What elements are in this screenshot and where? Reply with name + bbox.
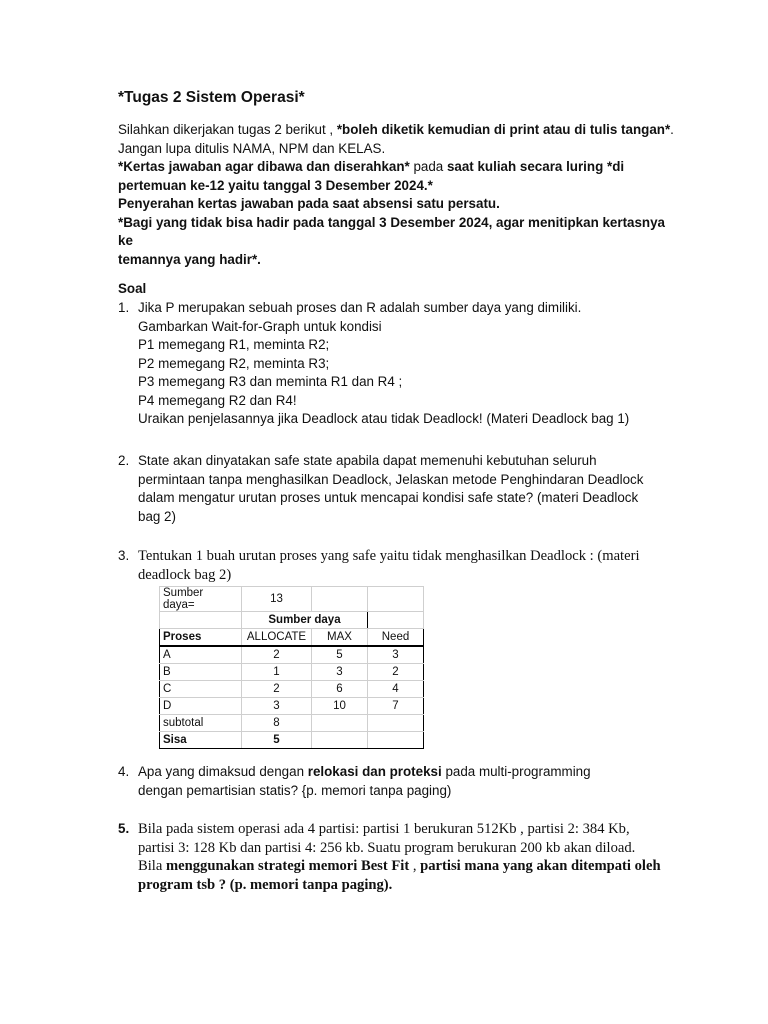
table-cell: 3 <box>312 664 368 681</box>
table-row <box>160 612 424 629</box>
instruction-bold-text: *Bagi yang tidak bisa hadir pada tanggal 3 Desember 2024, agar menitipkan kertasnya ke <box>118 214 665 248</box>
question-4 <box>118 763 658 800</box>
instruction-line <box>118 177 678 196</box>
question-2 <box>118 452 658 526</box>
table-row <box>160 587 424 612</box>
table-cell: 2 <box>242 646 312 664</box>
table-cell: 2 <box>242 681 312 698</box>
table-cell: B <box>160 664 242 681</box>
question-bold-text: partisi mana yang akan ditempati oleh <box>420 858 661 874</box>
question-text: Bila <box>138 858 166 874</box>
question-line: dengan pemartisian statis? {p. memori tanpa paging) <box>138 782 452 798</box>
table-row <box>160 732 424 749</box>
table-cell: 8 <box>242 715 312 732</box>
question-number: 1. <box>118 300 130 315</box>
table-header-row <box>160 629 424 647</box>
instruction-bold-text: pertemuan ke-12 yaitu tanggal 3 Desember 2024.* <box>118 177 433 193</box>
table-cell <box>312 587 368 612</box>
question-line: P4 memegang R2 dan R4! <box>138 392 297 408</box>
instruction-bold-text: *Kertas jawaban agar dibawa dan diserahkan* <box>118 159 410 174</box>
table-cell: A <box>160 646 242 664</box>
question-line: P1 memegang R1, meminta R2; <box>138 337 330 352</box>
table-cell: 13 <box>242 587 312 612</box>
question-line: partisi 3: 128 Kb dan partisi 4: 256 kb. Suatu program berukuran 200 kb akan diload. <box>138 839 636 856</box>
table-cell: 4 <box>368 681 424 698</box>
question-line: Uraikan penjelasannya jika Deadlock atau tidak Deadlock! (Materi Deadlock bag 1) <box>138 411 630 426</box>
instruction-text: . <box>670 122 674 137</box>
table-cell: 10 <box>312 698 368 715</box>
question-5 <box>118 820 661 894</box>
question-number: 5. <box>118 821 130 836</box>
table-row <box>160 664 424 681</box>
question-bold-text: menggunakan strategi memori Best Fit <box>165 858 410 874</box>
question-line <box>138 857 661 876</box>
instruction-line <box>118 195 678 214</box>
table-cell <box>368 732 424 749</box>
instruction-bold-text: saat kuliah secara luring *di <box>446 159 625 174</box>
table-cell: subtotal <box>160 715 242 732</box>
table-row <box>160 681 424 698</box>
question-line <box>138 763 658 782</box>
question-bold-text: program tsb ? (p. memori tanpa paging). <box>138 876 393 893</box>
question-bold-text: relokasi dan proteksi <box>307 764 442 779</box>
instruction-line <box>118 158 678 177</box>
table-cell <box>368 587 424 612</box>
table-cell: 3 <box>368 646 424 664</box>
table-cell: Sisa <box>160 732 242 749</box>
table-cell <box>160 612 242 629</box>
question-line <box>138 876 658 895</box>
table-cell: 6 <box>312 681 368 698</box>
instruction-bold-text: temannya yang hadir*. <box>118 251 261 267</box>
instruction-line: Jangan lupa ditulis NAMA, NPM dan KELAS. <box>118 140 386 156</box>
question-line: bag 2) <box>138 508 176 524</box>
table-cell <box>368 612 424 629</box>
table-cell: 1 <box>242 664 312 681</box>
question-text: pada multi-programming <box>441 764 591 779</box>
question-line: P3 memegang R3 dan meminta R1 dan R4 ; <box>138 374 403 389</box>
table-cell: C <box>160 681 242 698</box>
instruction-text: Silahkan dikerjakan tugas 2 berikut , <box>118 122 337 137</box>
table-cell: 7 <box>368 698 424 715</box>
table-cell: 3 <box>242 698 312 715</box>
question-line: Bila pada sistem operasi ada 4 partisi: partisi 1 berukuran 512Kb , partisi 2: 384 Kb, <box>138 821 630 837</box>
question-body <box>138 299 658 429</box>
question-3 <box>118 547 658 584</box>
instruction-bold-text: *boleh diketik kemudian di print atau di tulis tangan* <box>336 122 671 137</box>
instructions-block <box>118 121 678 269</box>
document-title: *Tugas 2 Sistem Operasi* <box>118 89 305 106</box>
question-body <box>138 452 658 526</box>
question-line: Gambarkan Wait-for-Graph untuk kondisi <box>138 318 382 334</box>
table-header: Need <box>368 629 424 647</box>
table-cell: Sumber daya= <box>160 587 242 612</box>
table-cell: 5 <box>312 646 368 664</box>
table-cell: D <box>160 698 242 715</box>
question-number: 2. <box>118 453 130 468</box>
question-1 <box>118 299 658 429</box>
instruction-line <box>118 121 678 140</box>
question-number: 3. <box>118 548 130 563</box>
table-row <box>160 698 424 715</box>
question-text: Apa yang dimaksud dengan <box>138 764 308 779</box>
question-line: permintaan tanpa menghasilkan Deadlock, Jelaskan metode Penghindaran Deadlock <box>138 471 644 487</box>
table-row <box>160 646 424 664</box>
question-body <box>138 820 661 894</box>
question-body <box>138 547 658 584</box>
table-header: MAX <box>312 629 368 647</box>
instruction-text: pada <box>409 159 447 174</box>
table-cell: 5 <box>242 732 312 749</box>
table-row <box>160 715 424 732</box>
question-line: P2 memegang R2, meminta R3; <box>138 355 330 371</box>
question-line: Jika P merupakan sebuah proses dan R adalah sumber daya yang dimiliki. <box>138 300 582 315</box>
table-group-header: Sumber daya <box>242 612 368 629</box>
table-cell: 2 <box>368 664 424 681</box>
question-number: 4. <box>118 764 130 779</box>
question-line: State akan dinyatakan safe state apabila dapat memenuhi kebutuhan seluruh <box>138 453 597 468</box>
table-header: ALLOCATE <box>242 629 312 647</box>
instruction-line <box>118 251 678 270</box>
table-cell <box>312 732 368 749</box>
table-header: Proses <box>160 629 242 647</box>
table-cell <box>312 715 368 732</box>
instruction-bold-text: Penyerahan kertas jawaban pada saat absensi satu persatu. <box>118 196 500 211</box>
question-text: , <box>409 858 421 874</box>
question-line: deadlock bag 2) <box>138 566 232 583</box>
question-line: dalam mengatur urutan proses untuk mencapai kondisi safe state? (materi Deadlock <box>138 490 639 505</box>
question-line: Tentukan 1 buah urutan proses yang safe yaitu tidak menghasilkan Deadlock : (materi <box>138 548 640 564</box>
table-cell <box>368 715 424 732</box>
question-body <box>138 763 658 800</box>
instruction-line <box>118 214 678 251</box>
resource-allocation-table <box>159 586 424 749</box>
soal-heading: Soal <box>118 281 147 296</box>
